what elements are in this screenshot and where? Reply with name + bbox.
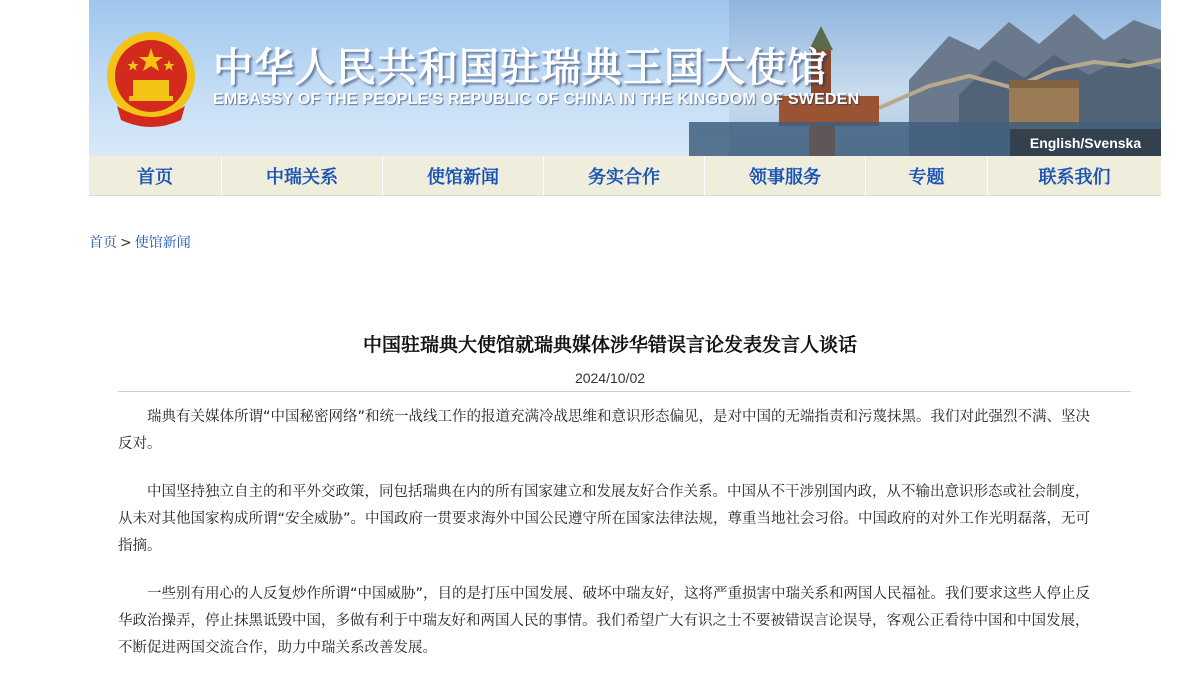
nav-item-special-topics[interactable]: 专题 [866,156,988,196]
breadcrumb-current-link[interactable]: 使馆新闻 [134,235,191,251]
article-date: 2024/10/02 [574,370,646,386]
breadcrumb [89,232,191,252]
article-body [118,404,1103,683]
title-divider [118,391,1131,392]
site-title-english: EMBASSY OF THE PEOPLE'S REPUBLIC OF CHINA IN THE KINGDOM OF SWEDEN [213,91,860,108]
nav-item-china-sweden-relations[interactable]: 中瑞关系 [222,156,383,196]
national-emblem-icon [103,26,199,134]
language-switch-link[interactable]: English/Svenska [1010,129,1161,156]
breadcrumb-separator: > [120,235,132,251]
header-banner [89,0,1161,156]
nav-item-embassy-news[interactable]: 使馆新闻 [383,156,544,196]
banner-reflection [809,126,835,156]
nav-item-contact-us[interactable]: 联系我们 [1038,167,1111,188]
nav-item-home[interactable]: 首页 [89,156,222,196]
article-title: 中国驻瑞典大使馆就瑞典媒体涉华错误言论发表发言人谈话 [362,334,857,356]
banner-wall-battlement [1009,80,1079,88]
nav-item-consular-services[interactable]: 领事服务 [705,156,866,196]
main-nav [89,156,1161,196]
site-title-chinese: 中华人民共和国驻瑞典王国大使馆 [213,45,828,91]
nav-item-practical-cooperation[interactable]: 务实合作 [544,156,705,196]
article-paragraph: 瑞典有关媒体所谓“中国秘密网络”和统一战线工作的报道充满冷战思维和意识形态偏见，是对中国的无端指责和污蔑抹黑。我们对此强烈不满、坚决反对。 [118,409,1091,452]
article-paragraph: 一些别有用心的人反复炒作所谓“中国威胁”，目的是打压中国发展、破坏中瑞友好，这将严重损害中瑞关系和两国人民福祉。我们要求这些人停止反华政治操弄，停止抹黑诋毁中国，多做有利于中瑞友好和两国人民的事情。我们希望广大有识之士不要被错误言论误导，客观公正看待中国和中国发展，不断促进两国交流合作，助力中瑞关系改善发展。 [118,586,1091,656]
breadcrumb-home-link[interactable]: 首页 [89,235,117,251]
article-paragraph: 中国坚持独立自主的和平外交政策，同包括瑞典在内的所有国家建立和发展友好合作关系。中国从不干涉别国内政，从不输出意识形态或社会制度，从未对其他国家构成所谓“安全威胁”。中国政府一贯要求海外中国公民遵守所在国家法律法规，尊重当地社会习俗。中国政府的对外工作光明磊落，无可指摘。 [118,484,1091,554]
